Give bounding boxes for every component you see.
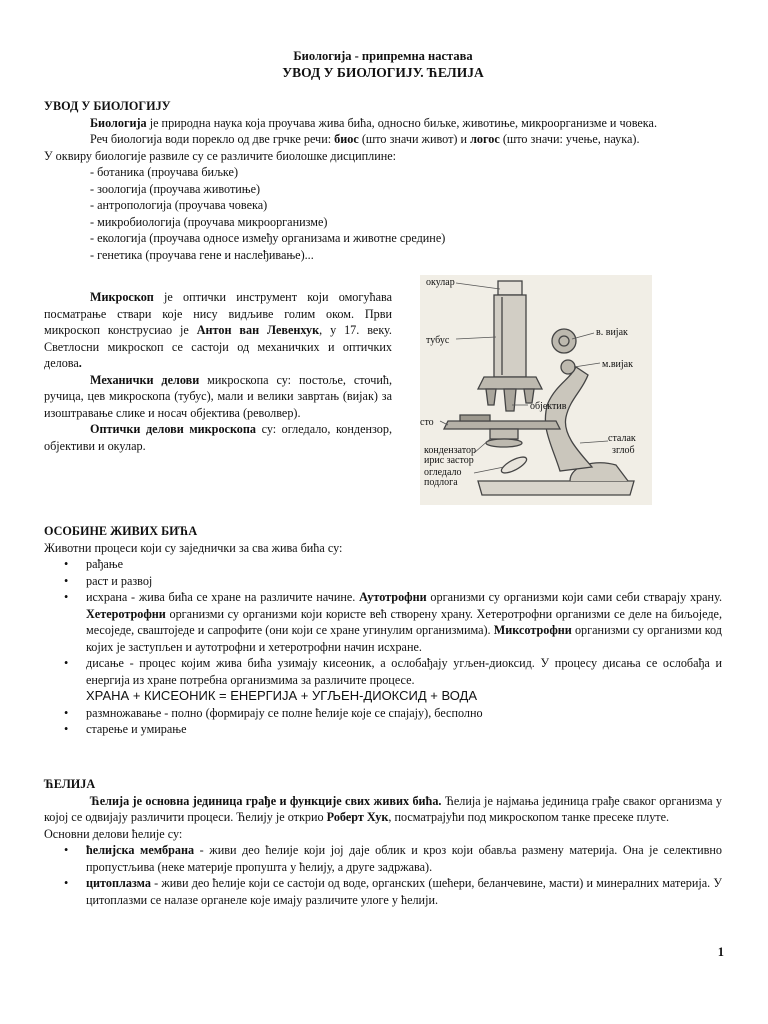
microscope-text [44, 289, 392, 454]
living-section [44, 523, 722, 738]
microscope-paragraph-3: Оптички делови микроскопа су: огледало, кондензор, објективи и окулар. [44, 422, 393, 453]
respiration-formula: ХРАНА + КИСЕОНИК = ЕНЕРГИЈА + УГЉЕН-ДИОКСИД + ВОДА [86, 688, 478, 703]
list-item: • ћелијска мембрана - живи део ћелије који јој даје облик и кроз који обавља размену материја. Она је селективно пропустљива (неке материје пропушта у ћелију, а друге задржава). [86, 842, 722, 875]
microscope-paragraph-2: Механички делови микроскопа су: постоље, сточић, ручица, цев микроскопа (тубус), мали и велики завртањ (вијак) за изоштравање слике и носач објектива (револвер). [44, 372, 392, 420]
cell-paragraph-2: Основни делови ћелије су: [44, 826, 183, 841]
cell-section [44, 776, 722, 908]
term-bios: биос [334, 132, 359, 146]
label-objective: објектив [530, 401, 567, 412]
intro-heading: УВОД У БИОЛОГИЈУ [44, 99, 171, 113]
living-heading: ОСОБИНЕ ЖИВИХ БИЋА [44, 524, 198, 538]
living-intro: Животни процеси који су заједнички за сва жива бића су: [44, 540, 343, 555]
label-fine-knob: м.вијак [602, 359, 633, 370]
list-item: • рађање [86, 556, 722, 573]
list-item: - микробиологија (проучава микроорганизме) [90, 214, 328, 229]
list-item: • цитоплазма - живи део ћелије који се састоји од воде, органских (шећери, беланчевине, масти) и минералних материја. У цитоплазми се налазе органеле које имају различите улоге у ћелији. [86, 875, 722, 908]
label-mirror: огледало [424, 467, 462, 478]
intro-paragraph-2: Реч биологија води порекло од две грчке речи: биос (што значи живот) и логос (што значи: учење, наука). [90, 132, 640, 146]
intro-section [44, 98, 722, 263]
list-item: - зоологија (проучава животиње) [90, 181, 261, 196]
label-joint: зглоб [612, 445, 635, 456]
list-item: • дисање - процес којим жива бића узимају кисеоник, а ослобађају угљен-диоксид. У процесу дисања се ослобађа и енергија из хране потребна организмима за различите процесе. ХРАНА + КИСЕОНИК = ЕНЕРГИЈА + УГЉЕН-ДИОКСИД + ВОДА [86, 655, 722, 705]
label-stage: сто [420, 417, 434, 428]
list-item: - екологија (проучава односе између организама и животне средине) [90, 231, 446, 245]
page-number: 1 [717, 945, 724, 959]
name-hooke: Роберт Хук [326, 810, 389, 824]
microscope-drawing [420, 275, 652, 505]
list-item: • размножавање - полно (формирају се полне ћелије које се спајају), бесполно [86, 705, 722, 722]
intro-paragraph-1: Биологија је природна наука која проучава жива бића, односно биљке, животиње, микроорганизме и човека. [90, 115, 657, 130]
microscope-paragraph-1: Микроскоп је оптички инструмент који омогућава посматрање ствари које нису видљиве голим оком. Први микроскоп конструсиао је Антон ван Левенхук, у 17. веку. Светлосни микроскоп се састоји од механичких и оптичких делова. [44, 290, 392, 370]
term-biology: Биологија [90, 115, 147, 130]
intro-paragraph-3: У оквиру биологије развиле су се различите биолошке дисциплине: [44, 148, 397, 163]
discipline-list [44, 164, 722, 263]
label-arm: сталак [608, 433, 636, 444]
name-leeuwenhoek: Антон ван Левенхук [196, 323, 320, 337]
life-process-list [44, 556, 722, 738]
course-title: Биологија - припремна настава [293, 49, 473, 63]
term-heterotroph: Хетеротрофни [86, 606, 166, 621]
cell-parts-list [44, 842, 722, 908]
document-header [44, 48, 722, 81]
label-okular: окулар [426, 277, 455, 288]
label-tubus: тубус [426, 335, 450, 346]
term-mixotroph: Миксотрофни [493, 623, 572, 637]
label-coarse-knob: в. вијак [596, 327, 628, 338]
list-item: • исхрана - жива бића се хране на различите начине. Аутотрофни организми су организми који сами себи стварају храну. Хетеротрофни организми су организми који користе већ створену храну. Хетеротрофни организми се деле на биљоједе, месоједе, сваштоједе и сапрофите (они који се хране угинулим организмима). Миксотрофни организми су организми код којих је заступљен и аутотрофни и хетеротрофни начин исхране. [86, 589, 722, 655]
cell-heading: ЋЕЛИЈА [44, 777, 96, 791]
list-item: - ботаника (проучава биљке) [90, 165, 239, 179]
term-logos: логос [470, 132, 500, 146]
list-item: - антропологија (проучава човека) [90, 198, 268, 212]
label-iris: ирис застор [424, 455, 474, 466]
term-autotroph: Аутотрофни [359, 590, 427, 604]
lesson-title: УВОД У БИОЛОГИЈУ. ЋЕЛИЈА [282, 64, 484, 80]
label-condenser: кондензатор [424, 445, 476, 456]
list-item: • раст и развој [86, 573, 722, 590]
label-base: подлога [424, 477, 458, 488]
list-item: - генетика (проучава гене и наслеђивање)... [90, 247, 314, 262]
list-item: • старење и умирање [86, 721, 722, 738]
microscope-figure [420, 275, 652, 505]
cell-paragraph-1: Ћелија је основна јединица грађе и функције свих живих бића. Ћелија је најмања јединица грађе сваког организма у којој се одвијају различити процеси. Ћелију је открио Роберт Хук, посматрајући под микроскопом танке пресеке плуте. [44, 793, 722, 824]
